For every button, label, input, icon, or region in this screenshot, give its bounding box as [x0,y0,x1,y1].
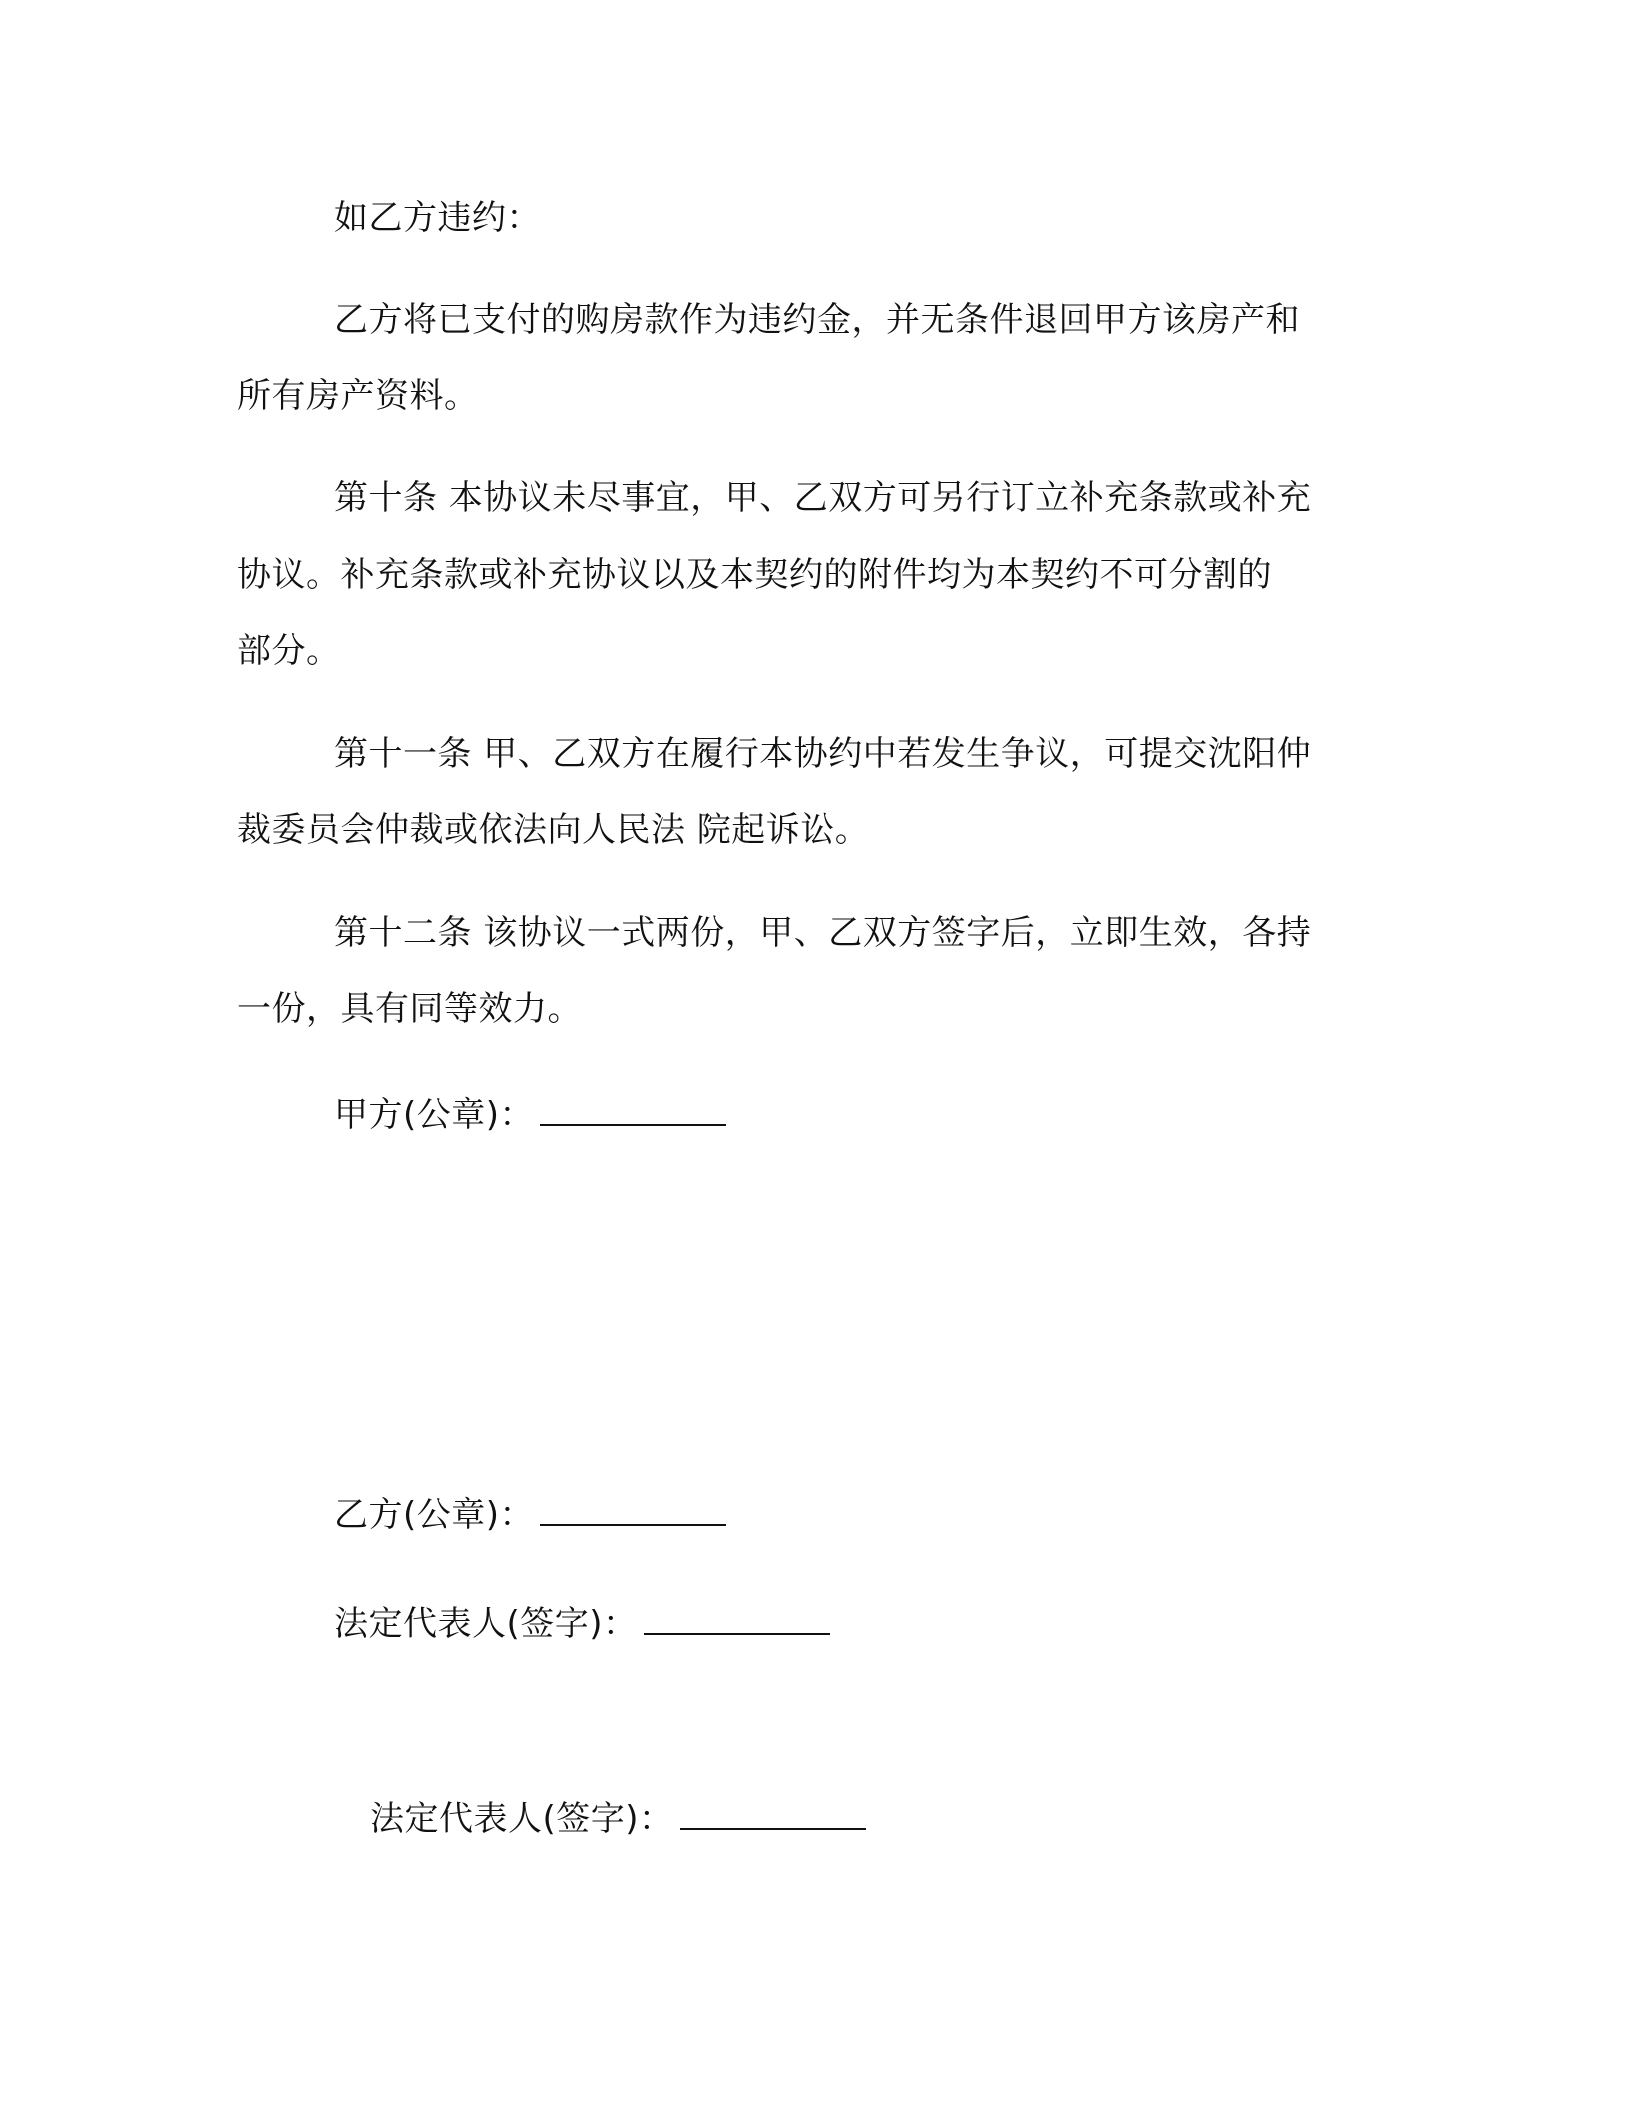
article-10-line-2: 协议。补充条款或补充协议以及本契约的附件均为本契约不可分割的 [237,555,1272,595]
article-10-line-1: 第十条 本协议未尽事宜，甲、乙双方可另行订立补充条款或补充 [334,478,1312,518]
article-11-line-2: 裁委员会仲裁或依法向人民法 院起诉讼。 [237,810,870,850]
party-a-signature-line [334,1088,726,1139]
legal-rep-signature-blank-2[interactable] [680,1792,866,1830]
legal-rep-signature-line-1 [334,1597,830,1648]
party-b-signature-line [334,1488,726,1539]
legal-rep-signature-blank-1[interactable] [644,1597,830,1635]
article-10-line-3: 部分。 [237,631,341,671]
party-a-signature-blank[interactable] [540,1088,726,1126]
article-12-line-1: 第十二条 该协议一式两份，甲、乙双方签字后，立即生效，各持 [334,913,1312,953]
article-12-line-2: 一份，具有同等效力。 [237,989,582,1029]
legal-rep-label-1: 法定代表人(签字)： [334,1604,638,1644]
party-a-label: 甲方(公章)： [334,1095,535,1135]
breach-text-line-1: 乙方将已支付的购房款作为违约金，并无条件退回甲方该房产和 [334,300,1300,340]
party-b-signature-blank[interactable] [540,1488,726,1526]
legal-rep-signature-line-2 [370,1792,866,1843]
article-11-line-1: 第十一条 甲、乙双方在履行本协约中若发生争议，可提交沈阳仲 [334,734,1312,774]
breach-heading: 如乙方违约： [334,198,541,238]
legal-rep-label-2: 法定代表人(签字)： [370,1799,674,1839]
breach-text-line-2: 所有房产资料。 [237,376,479,416]
party-b-label: 乙方(公章)： [334,1495,535,1535]
